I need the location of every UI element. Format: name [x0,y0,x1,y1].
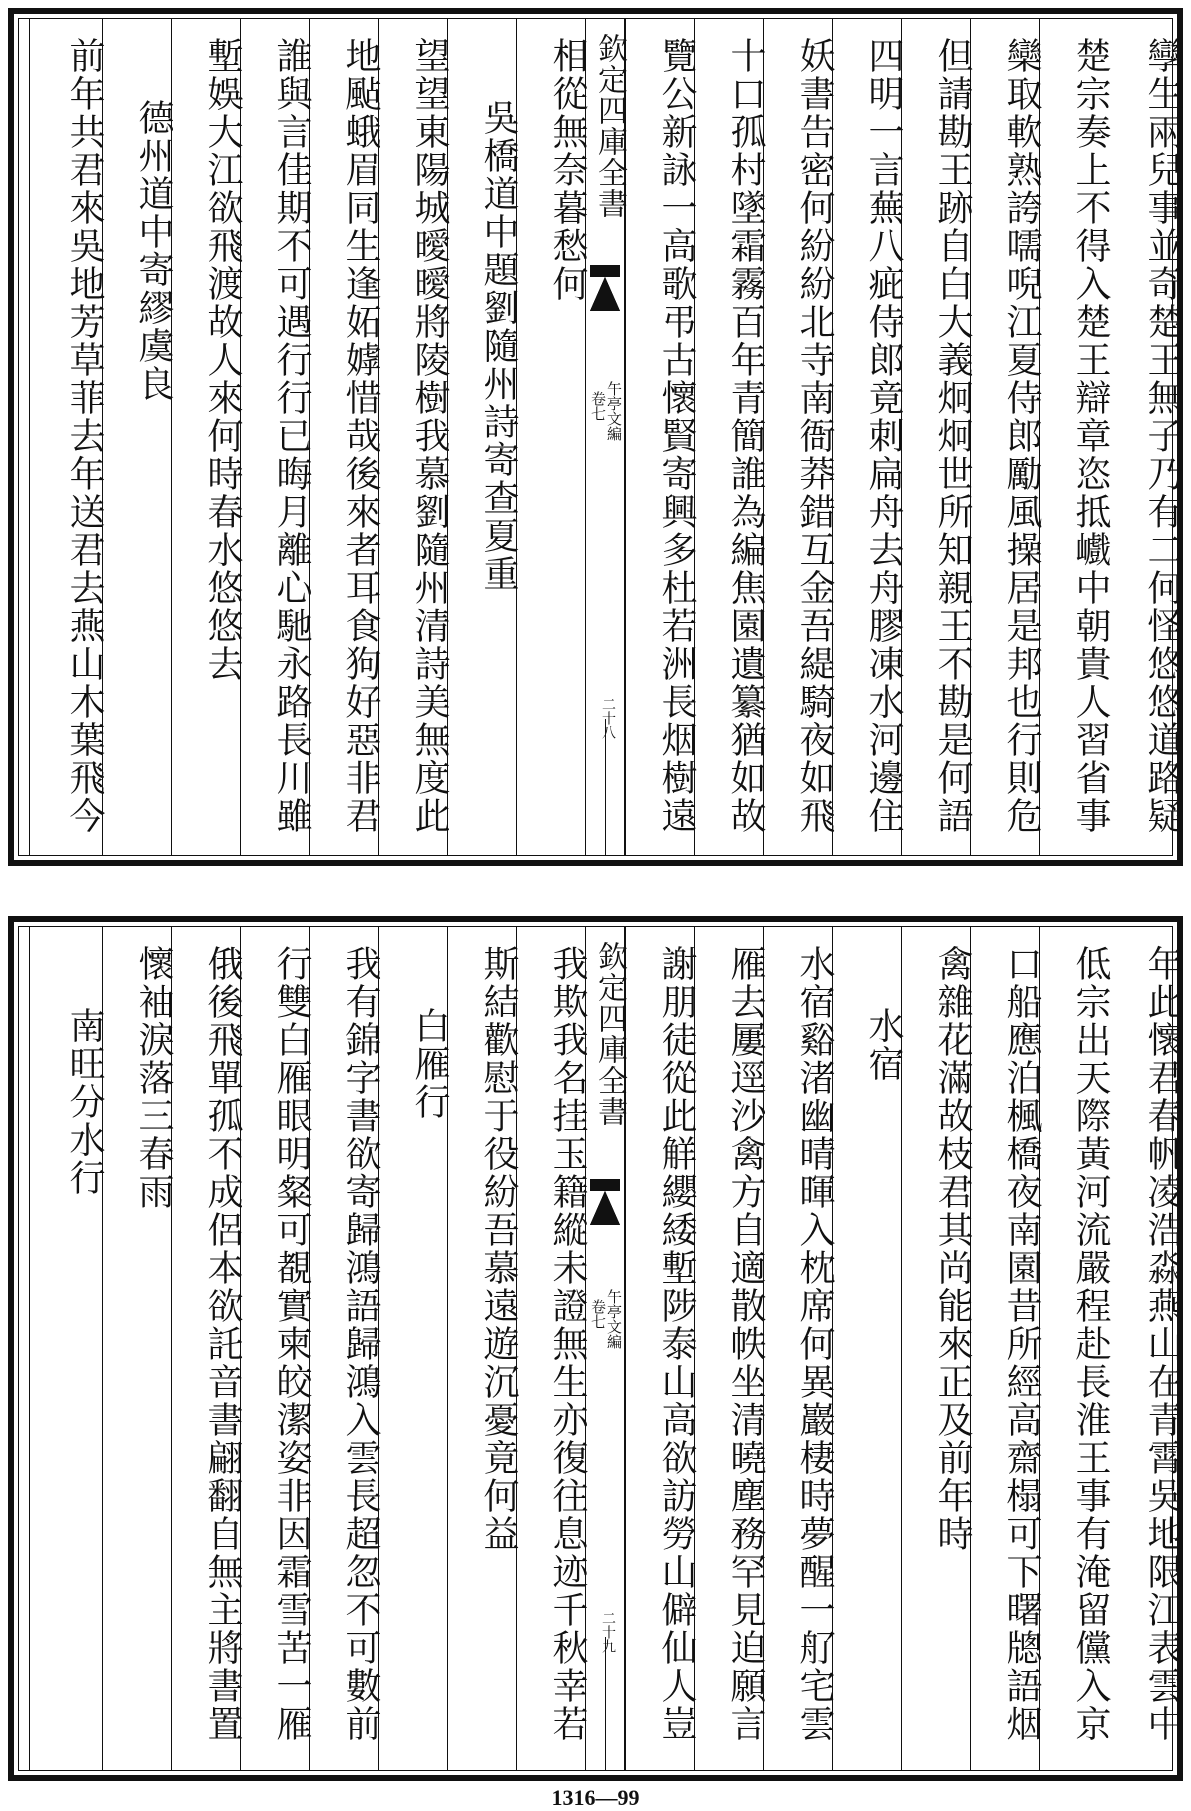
text-column [171,927,243,1770]
text-column [1039,19,1111,855]
column-text: 我欺我名挂玉籍縱未證無生亦復往息迹千秋幸若 [547,945,588,1743]
center-band-volume: 卷七 [589,391,607,421]
poem-title: 德州道中寄繆虞良 [133,99,174,403]
column-text: 雁去屢逕沙禽方自適散帙坐清曉塵務罕見迫願言 [725,945,766,1743]
column-text: 行雙白雁眼明粲可覩實柬皎潔姿非因霜雪苦一雁 [271,945,312,1743]
column-text: 孿生兩兒事並奇楚王無子乃有二何怪悠悠道路疑 [1142,37,1183,835]
column-text: 但請勘王跡自白大義炯炯世所知親王不勘是何語 [932,37,973,835]
text-column [694,19,766,855]
poem-title: 南旺分水行 [64,1007,105,1197]
text-column [102,927,174,1770]
center-band-title: 欽定四庫全書 [592,33,627,219]
text-column [694,927,766,1770]
text-column [29,19,105,855]
column-text: 我有錦字書欲寄歸鴻語歸鴻入雲長超忽不可數前 [340,945,381,1743]
page-bottom-frame [18,926,1183,1771]
column-text: 低宗出天際黃河流嚴程赴長淮王事有淹留儻入京 [1070,945,1111,1743]
text-column [763,19,835,855]
center-band [585,927,625,1770]
column-text: 妖書告密何紛紛北寺南衙莽錯互金吾緹騎夜如飛 [794,37,835,835]
column-text: 前年共君來吳地芳草菲去年送君去燕山木葉飛今 [64,37,105,835]
column-text: 誰與言佳期不可遇行行已晦月離心馳永路長川雖 [271,37,312,835]
text-column [1108,19,1183,855]
poem-title: 吳橋道中題劉隨州詩寄查夏重 [478,99,519,593]
text-column [240,19,312,855]
column-text: 謝朋徒從此觧纓緌塹陟泰山高欲訪勞山僻仙人豈 [656,945,697,1743]
page-top-frame [18,18,1183,856]
text-column [378,19,450,855]
center-band-book: 午亭文編 [605,1289,623,1349]
column-text: 四明一言蕪八疵侍郎竟刺扁舟去舟膠凍水河邊住 [863,37,904,835]
text-column [763,927,835,1770]
text-column [171,19,243,855]
text-column [1108,927,1183,1770]
column-text: 楚宗奏上不得入楚王辯章恣抵巇中朝貴人習省事 [1070,37,1111,835]
text-column [516,927,588,1770]
column-text: 俄後飛單孤不成侶本欲託音書翩翻自無主將書置 [202,945,243,1743]
text-column [309,927,381,1770]
text-column [832,927,904,1770]
poem-title: 白雁行 [409,1007,450,1121]
center-band-folio: 二十九 [600,1611,616,1653]
fold-line [605,719,606,855]
column-text: 塹娛大江欲飛渡故人來何時春水悠悠去 [202,37,243,683]
center-band-folio: 二十八 [600,697,616,739]
text-column [29,927,105,1770]
fish-tail-mark [590,1179,620,1225]
text-column [447,19,519,855]
text-column [240,927,312,1770]
text-column [901,19,973,855]
center-band-book: 午亭文編 [605,381,623,441]
fold-line [605,1637,606,1770]
column-text: 水宿谿渚幽晴暉入枕席何異巖棲時夢醒一䑠宅雲 [794,945,835,1743]
center-band [585,19,625,855]
text-column [378,927,450,1770]
column-text: 十口孤村墜霜霧百年青簡誰為編焦園遺纂猶如故 [725,37,766,835]
text-column [447,927,519,1770]
column-text: 相從無奈暮愁何 [547,37,588,303]
text-column [1039,927,1111,1770]
text-column [625,19,697,855]
fish-tail-mark [590,265,620,311]
column-text: 望望東陽城曖曖將陵樹我慕劉隨州清詩美無度此 [409,37,450,835]
center-band-title: 欽定四庫全書 [592,941,627,1127]
text-column [901,927,973,1770]
text-column [625,927,697,1770]
text-column [832,19,904,855]
poem-title: 水宿 [863,1007,904,1083]
column-text: 斯結歡慰于役紛吾慕遠遊沉憂竟何益 [478,945,519,1553]
center-band-volume: 卷七 [589,1299,607,1329]
column-text: 懷袖淚落三春雨 [133,945,174,1211]
page-top [8,8,1183,866]
column-text: 地颭蛾眉同生逢妬嫭惜哉後來者耳食狗好惡非君 [340,37,381,835]
column-text: 禽雜花滿故枝君其尚能來正及前年時 [932,945,973,1553]
text-column [516,19,588,855]
page-number: 1316—99 [551,1785,640,1810]
column-text: 口船應泊楓橋夜南園昔所經高齋榻可下曙牕語烟 [1001,945,1042,1743]
column-text: 覽公新詠一高歌弔古懷賢寄興多杜若洲長烟樹遠 [656,37,697,835]
column-text: 欒取軟熟誇嚅唲江夏侍郎勵風操居是邦也行則危 [1001,37,1042,835]
page-bottom [8,916,1183,1781]
text-column [309,19,381,855]
text-column [970,927,1042,1770]
column-text: 年此懷君春帆凌浩淼燕山在青霄吳地限江表雲中 [1142,945,1183,1743]
text-column [970,19,1042,855]
text-column [102,19,174,855]
